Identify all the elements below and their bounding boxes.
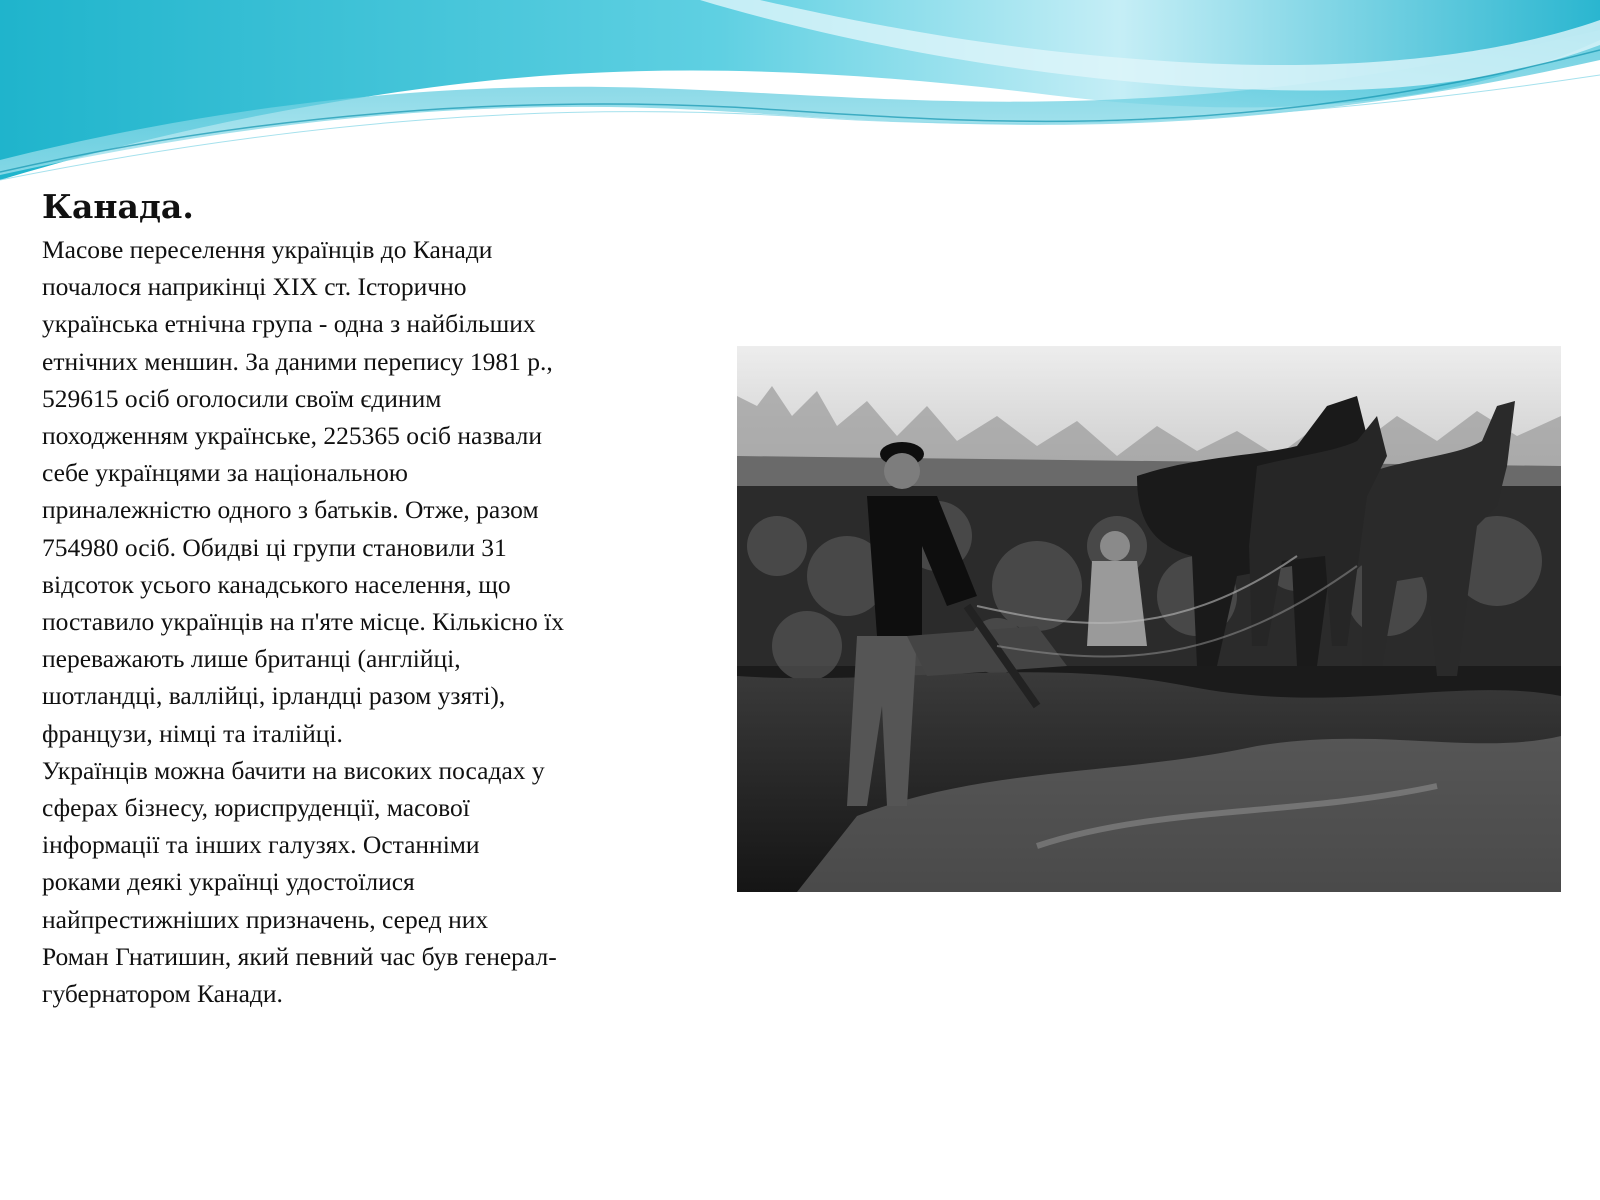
paragraph-line: Масове переселення українців до Канади: [42, 235, 493, 264]
paragraph-line: шотландці, валлійці, ірландці разом узяті),: [42, 681, 506, 711]
paragraph-line: почалося наприкінці XIX ст. Історично: [42, 272, 467, 302]
paragraph-line: найпрестижніших призначень, серед них: [42, 904, 489, 934]
paragraph-line: етнічних меншин. За даними перепису 1981 р.,: [42, 346, 553, 376]
historical-photo: [737, 346, 1561, 892]
paragraph-line: українська етнічна група - одна з найбільших: [42, 309, 536, 339]
paragraph-line: інформації та інших галузях. Останніми: [42, 830, 480, 860]
paragraph-line: французи, німці та італійці.: [42, 718, 343, 748]
paragraph-line: приналежністю одного з батьків. Отже, разом: [42, 495, 539, 525]
paragraph: [42, 231, 722, 1012]
paragraph-line: себе українцями за національною: [42, 458, 408, 488]
paragraph-line: 529615 осіб оголосили своїм єдиним: [42, 383, 442, 413]
paragraph-line: поставило українців на п'яте місце. Кількісно їх: [42, 607, 564, 637]
paragraph-line: Українців можна бачити на високих посадах у: [42, 755, 545, 785]
paragraph-line: губернатором Канади.: [42, 979, 283, 1009]
paragraph-line: відсоток усього канадського населення, що: [42, 569, 511, 599]
slide-title: Канада.: [42, 187, 194, 226]
photo-icon: [737, 346, 1561, 892]
wave-header-decoration: [0, 0, 1600, 200]
paragraph-line: роками деякі українці удостоїлися: [42, 867, 415, 897]
text-block: [42, 185, 722, 1012]
paragraph-line: Роман Гнатишин, який певний час був генерал-: [42, 941, 557, 971]
paragraph-line: 754980 осіб. Обидві ці групи становили 31: [42, 532, 507, 562]
paragraph-line: походженням українське, 225365 осіб назвали: [42, 421, 543, 451]
paragraph-line: сферах бізнесу, юриспруденції, масової: [42, 793, 470, 823]
paragraph-line: переважають лише британці (англійці,: [42, 644, 461, 674]
